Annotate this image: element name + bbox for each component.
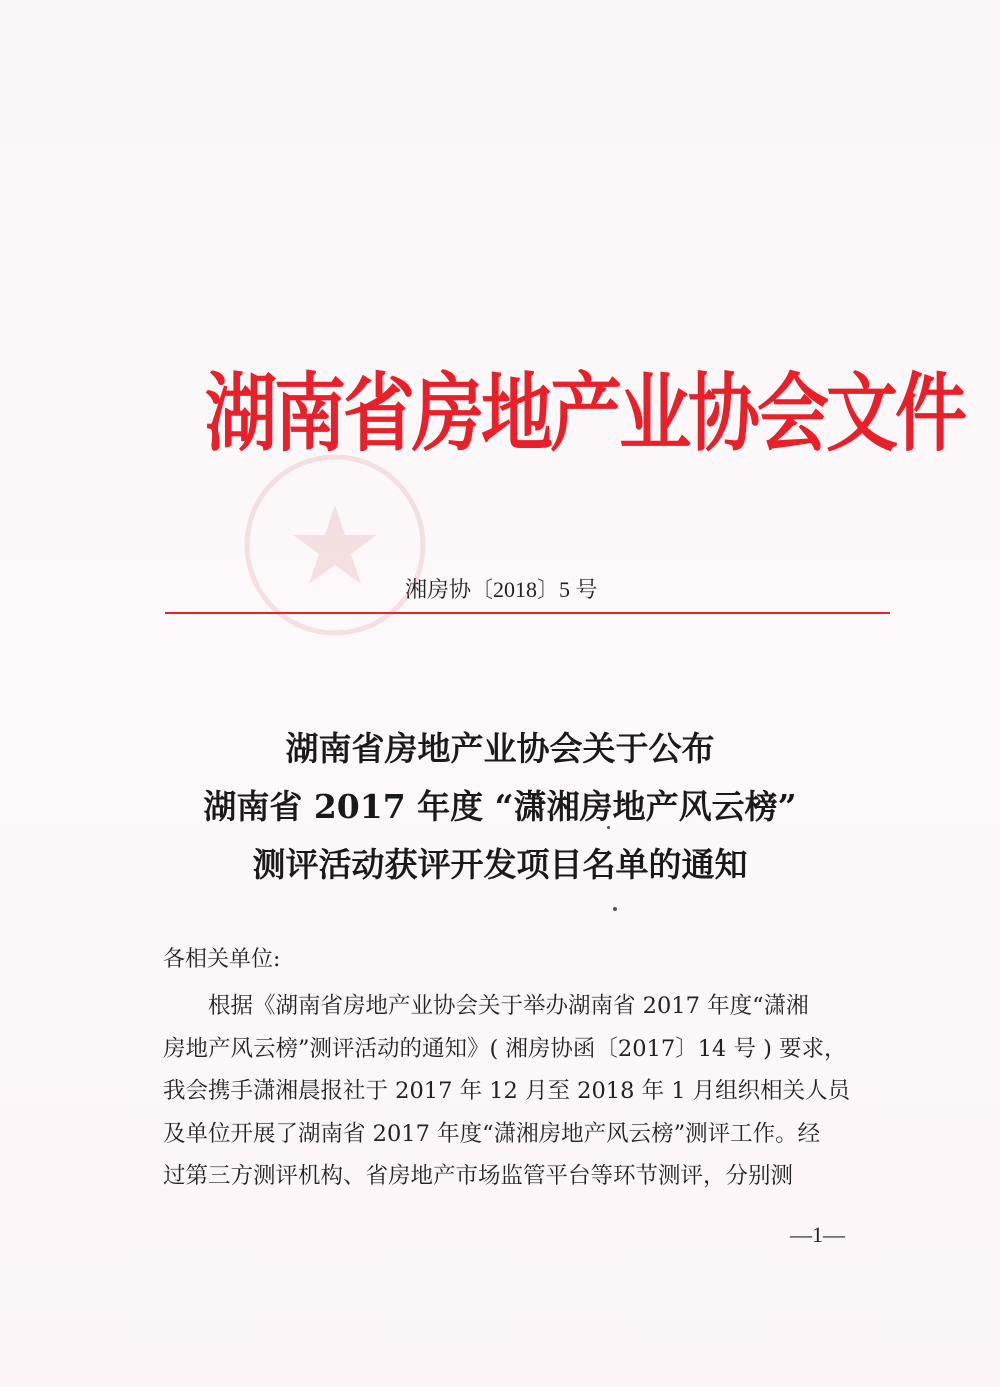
notice-title-line: 湖南省房地产业协会关于公布 [285, 729, 715, 768]
notice-title-line: 测评活动获评开发项目名单的通知 [252, 845, 748, 884]
header-divider [165, 612, 890, 614]
scan-speck [613, 907, 617, 911]
body-line: 及单位开展了湖南省 2017 年度“潇湘房地产风云榜”测评工作。经 [163, 1120, 821, 1147]
document-number: 湘房协〔2018〕5 号 [405, 577, 598, 602]
body-line: 过第三方测评机构、省房地产市场监管平台等环节测评，分别测 [163, 1163, 794, 1189]
salutation: 各相关单位: [163, 947, 281, 972]
body-paragraph [163, 985, 873, 1198]
notice-title [150, 720, 850, 894]
notice-title-line: 湖南省 2017 年度 “潇湘房地产风云榜” [203, 787, 797, 826]
body-line: 房地产风云榜”测评活动的通知》( 湘房协函〔2017〕14 号 ) 要求， [163, 1035, 847, 1062]
issuer-header-title: 湖南省房地产业协会文件 [205, 362, 965, 463]
scan-speck [607, 826, 610, 829]
body-line: 我会携手潇湘晨报社于 2017 年 12 月至 2018 年 1 月组织相关人员 [163, 1078, 851, 1104]
page-number: —1— [790, 1222, 845, 1247]
body-line: 根据《湖南省房地产业协会关于举办湖南省 2017 年度“潇湘 [163, 993, 809, 1019]
